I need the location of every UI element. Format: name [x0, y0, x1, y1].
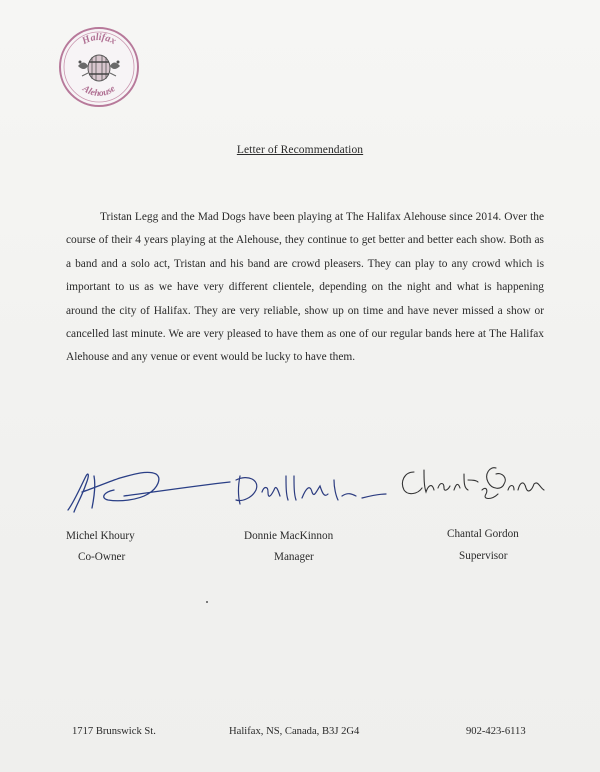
footer-city: Halifax, NS, Canada, B3J 2G4 [229, 726, 360, 737]
signatory-name: Michel Khoury [66, 530, 135, 542]
letter-body [66, 206, 544, 370]
letter-title: Letter of Recommendation [236, 144, 364, 156]
signature-chantal-gordon [398, 460, 548, 508]
signatory-role: Supervisor [459, 550, 508, 562]
signature-michel-khoury [64, 462, 234, 518]
letter-paragraph: Tristan Legg and the Mad Dogs have been playing at The Halifax Alehouse since 2014. Over the course of their 4 years playing at the Alehouse, they continue to get better and better each show. Both as a band and a solo act, Tristan and his band are crowd pleasers. They can play to any crowd which is important to us as we have very different clientele, depending on the night and what is happening around the city of Halifax. They are very reliable, show up on time and have never missed a show or cancelled last minute. We are very pleased to have them as one of our regular bands here at The Halifax Alehouse and any venue or event would be lucky to have them. [66, 211, 544, 364]
signatory-name: Chantal Gordon [447, 528, 519, 540]
logo-text-top: Halifax [80, 31, 118, 48]
alehouse-logo [58, 26, 140, 108]
signatory-role: Co-Owner [78, 551, 126, 563]
logo-text-bottom: Alehouse [80, 84, 118, 100]
signatory-role: Manager [274, 551, 314, 563]
footer-phone: 902-423-6113 [466, 726, 526, 737]
paper-speck [206, 601, 208, 603]
footer-address: 1717 Brunswick St. [72, 726, 156, 737]
signatory-name: Donnie MacKinnon [244, 530, 334, 542]
signature-donnie-mackinnon [230, 470, 390, 510]
barrel-logo-icon [58, 26, 140, 108]
